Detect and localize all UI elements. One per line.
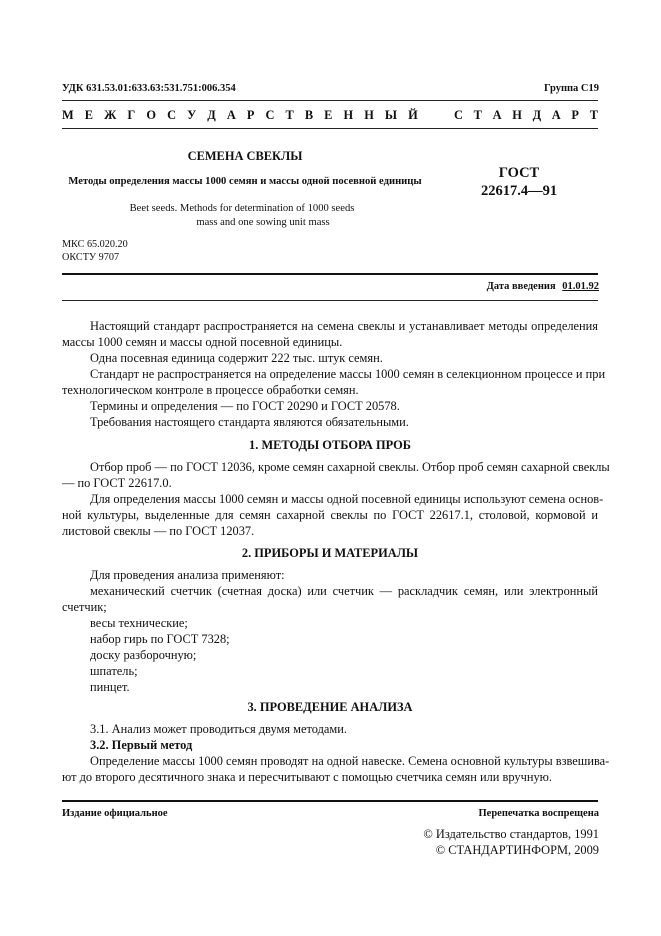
section-heading-equipment: 2. ПРИБОРЫ И МАТЕРИАЛЫ: [241, 546, 419, 560]
footer-rule: [62, 800, 598, 802]
section3-line: 3.1. Анализ может проводиться двумя методами.: [90, 722, 347, 736]
banner-letter: Г: [127, 108, 136, 122]
copyright-publisher: © Издательство стандартов, 1991: [423, 827, 599, 841]
intro-line: массы 1000 семян и массы одной посевной единицы.: [62, 335, 343, 349]
banner-letter: Т: [285, 108, 294, 122]
banner-letter: Т: [473, 108, 482, 122]
section2-line: доску разборочную;: [90, 648, 197, 662]
standard-banner: [62, 108, 598, 123]
banner-word-interstate: [62, 108, 418, 123]
section1-line: ной культуры, выделенные для семян сахарной свеклы по ГОСТ 22617.1, столовой, кормовой и: [62, 508, 598, 522]
section3-line: ют до второго десятичного знака и пересчитывают с помощью счетчика семян или вручную.: [62, 770, 553, 784]
section2-line: весы технические;: [90, 616, 188, 630]
banner-letter: С: [265, 108, 275, 122]
banner-letter: А: [551, 108, 561, 122]
section2-line: пинцет.: [90, 680, 130, 694]
classification-codes: [62, 238, 128, 264]
section-heading-sampling: 1. МЕТОДЫ ОТБОРА ПРОБ: [249, 438, 411, 452]
section2-line: шпатель;: [90, 664, 138, 678]
section1-line: Для определения массы 1000 семян и массы одной посевной единицы используют семена основ-: [90, 492, 604, 506]
banner-letter: Т: [589, 108, 598, 122]
section2-line: Для проведения анализа применяют:: [90, 568, 285, 582]
gost-block: [440, 164, 598, 200]
banner-letter: В: [304, 108, 314, 122]
reprint-prohibited: Перепечатка воспрещена: [478, 808, 599, 819]
intro-line: Требования настоящего стандарта являются обязательными.: [90, 415, 409, 429]
introduction-date-label: Дата введения: [486, 281, 556, 292]
banner-letter: Н: [512, 108, 522, 122]
banner-letter: О: [146, 108, 157, 122]
banner-letter: Е: [84, 108, 94, 122]
date-rule: [62, 300, 598, 301]
banner-letter: Р: [246, 108, 255, 122]
intro-line: Термины и определения — по ГОСТ 20290 и ГОСТ 20578.: [90, 399, 400, 413]
official-edition: Издание официальное: [62, 808, 168, 819]
english-title-line-2: mass and one sowing unit mass: [196, 217, 330, 228]
intro-line: Стандарт не распространяется на определение массы 1000 семян в селекционном процессе и при: [90, 367, 606, 381]
banner-letter: С: [454, 108, 463, 122]
banner-letter: Ы: [384, 108, 398, 122]
banner-letter: Й: [408, 108, 418, 122]
gost-label: ГОСТ: [498, 165, 540, 181]
copyright-standartinform: © СТАНДАРТИНФОРМ, 2009: [435, 843, 599, 857]
intro-line: технологическом контроле в процессе обработки семян.: [62, 383, 359, 397]
section2-line: счетчик;: [62, 600, 107, 614]
introduction-date: [487, 281, 599, 292]
banner-letter: У: [187, 108, 197, 122]
copyright-block: [423, 826, 599, 858]
banner-letter: Е: [324, 108, 333, 122]
banner-letter: А: [492, 108, 502, 122]
banner-letter: С: [167, 108, 177, 122]
udk-code: УДК 631.53.01:633.63:531.751:006.354: [62, 83, 236, 94]
section1-line: Отбор проб — по ГОСТ 12036, кроме семян сахарной свеклы. Отбор проб семян сахарной свеклы: [90, 460, 610, 474]
intro-line: Настоящий стандарт распространяется на семена свеклы и устанавливает методы определения: [90, 319, 598, 333]
english-title: [62, 202, 428, 230]
section2-line: механический счетчик (счетная доска) или счетчик — раскладчик семян, или электронный: [90, 584, 598, 598]
banner-letter: Ж: [104, 108, 117, 122]
section1-line: листовой свеклы — по ГОСТ 12037.: [62, 524, 255, 538]
introduction-date-value: 01.01.92: [562, 281, 599, 292]
english-title-line-1: Beet seeds. Methods for determination of 1000 seeds: [129, 203, 355, 214]
banner-letter: М: [62, 108, 74, 122]
gost-number: 22617.4—91: [480, 183, 558, 199]
group-code: Группа С19: [543, 83, 599, 94]
title-rule: [62, 273, 598, 275]
section1-line: — по ГОСТ 22617.0.: [62, 476, 172, 490]
section-heading-analysis: 3. ПРОВЕДЕНИЕ АНАЛИЗА: [247, 700, 413, 714]
banner-letter: А: [226, 108, 236, 122]
banner-letter: Д: [532, 108, 542, 122]
banner-letter: Р: [571, 108, 579, 122]
banner-letter: Н: [343, 108, 354, 122]
document-title: СЕМЕНА СВЕКЛЫ: [187, 149, 303, 163]
document-subtitle: Методы определения массы 1000 семян и массы одной посевной единицы: [68, 176, 422, 187]
section2-line: набор гирь по ГОСТ 7328;: [90, 632, 230, 646]
banner-word-standard: [454, 108, 598, 123]
header-rule: [62, 100, 598, 101]
banner-letter: Н: [364, 108, 374, 122]
section3-subheading: 3.2. Первый метод: [90, 738, 193, 752]
intro-line: Одна посевная единица содержит 222 тыс. штук семян.: [90, 351, 383, 365]
banner-letter: Д: [207, 108, 216, 122]
banner-rule: [62, 128, 598, 129]
mks-code: МКС 65.020.20: [62, 239, 128, 250]
section3-line: Определение массы 1000 семян проводят на одной навеске. Семена основной культуры взвешива-: [90, 754, 610, 768]
okstu-code: ОКСТУ 9707: [62, 252, 120, 263]
